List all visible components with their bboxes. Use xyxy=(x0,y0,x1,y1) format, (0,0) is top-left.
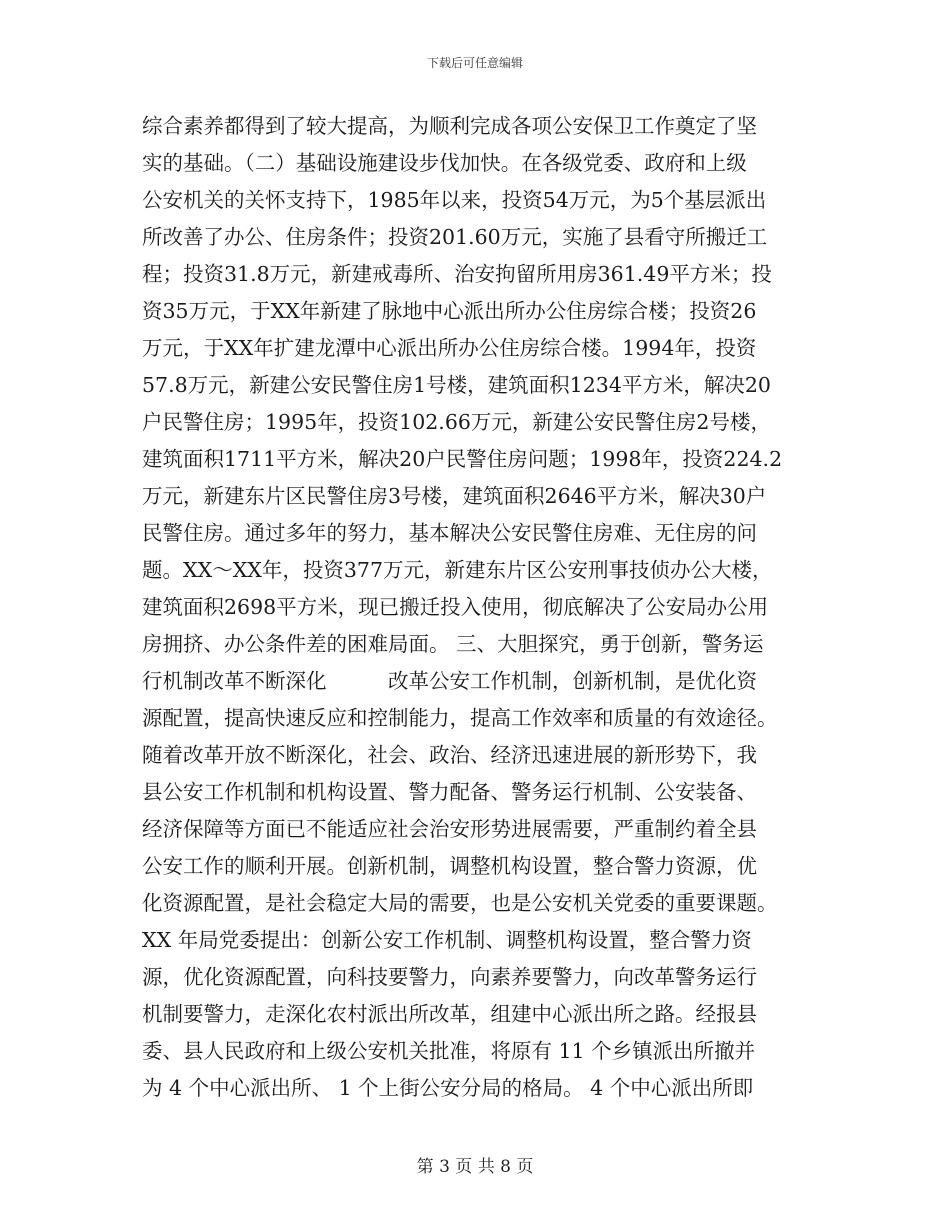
text-line: 化资源配置，是社会稳定大局的需要，也是公安机关党委的重要课题。 xyxy=(142,891,778,915)
text-line: 源，优化资源配置，向科技要警力，向素养要警力，向改革警务运行 xyxy=(142,965,757,989)
text-line: 建筑面积1711平方米，解决20户民警住房问题；1998年，投资224.2 xyxy=(142,447,783,471)
text-line: 机制要警力，走深化农村派出所改革，组建中心派出所之路。经报县 xyxy=(142,1002,757,1026)
text-line: 建筑面积2698平方米，现已搬迁投入使用，彻底解决了公安局办公用 xyxy=(142,595,769,619)
text-line: 所改善了办公、住房条件；投资201.60万元，实施了县看守所搬迁工 xyxy=(142,225,768,249)
text-line: 为 4 个中心派出所、 1 个上街公安分局的格局。 4 个中心派出所即 xyxy=(142,1076,754,1100)
text-line: 57.8万元，新建公安民警住房1号楼，建筑面积1234平方米，解决20 xyxy=(142,373,771,397)
text-line: 户民警住房；1995年，投资102.66万元，新建公安民警住房2号楼， xyxy=(142,410,771,434)
text-line: 公安机关的关怀支持下，1985年以来，投资54万元，为5个基层派出 xyxy=(142,188,767,212)
text-line: 房拥挤、办公条件差的困难局面。 三、大胆探究，勇于创新，警务运 xyxy=(142,632,764,656)
text-line: 资35万元，于XX年新建了脉地中心派出所办公住房综合楼；投资26 xyxy=(142,299,757,323)
document-body xyxy=(142,108,814,1107)
text-line: 万元，于XX年扩建龙潭中心派出所办公住房综合楼。1994年，投资 xyxy=(142,336,757,360)
text-line: 县公安工作机制和机构设置、警力配备、警务运行机制、公安装备、 xyxy=(142,780,757,804)
text-line: 万元，新建东片区民警住房3号楼，建筑面积2646平方米，解决30户 xyxy=(142,484,767,508)
text-line: 委、县人民政府和上级公安机关批准，将原有 11 个乡镇派出所撤并 xyxy=(142,1039,756,1063)
text-line: 实的基础。（二）基础设施建设步伐加快。在各级党委、政府和上级 xyxy=(142,151,747,175)
text-line: 民警住房。通过多年的努力，基本解决公安民警住房难、无住房的问 xyxy=(142,521,757,545)
text-line: XX 年局党委提出：创新公安工作机制、调整机构设置，整合警力资 xyxy=(142,928,752,952)
text-line: 源配置，提高快速反应和控制能力，提高工作效率和质量的有效途径。 xyxy=(142,706,778,730)
text-line: 经济保障等方面已不能适应社会治安形势进展需要，严重制约着全县 xyxy=(142,817,757,841)
text-line: 程；投资31.8万元，新建戒毒所、治安拘留所用房361.49平方米；投 xyxy=(142,262,772,286)
text-line: 题。XX～XX年，投资377万元，新建东片区公安刑事技侦办公大楼， xyxy=(142,558,773,582)
text-line: 行机制改革不断深化 改革公安工作机制，创新机制，是优化资 xyxy=(142,669,757,693)
text-line: 公安工作的顺利开展。创新机制，调整机构设置，整合警力资源，优 xyxy=(142,854,757,878)
text-line: 综合素养都得到了较大提高，为顺利完成各项公安保卫工作奠定了坚 xyxy=(142,114,757,138)
text-line: 随着改革开放不断深化，社会、政治、经济迅速进展的新形势下，我 xyxy=(142,743,757,767)
page-number: 第 3 页 共 8 页 xyxy=(416,1157,534,1177)
page-header: 下载后可任意编辑 xyxy=(426,56,523,70)
